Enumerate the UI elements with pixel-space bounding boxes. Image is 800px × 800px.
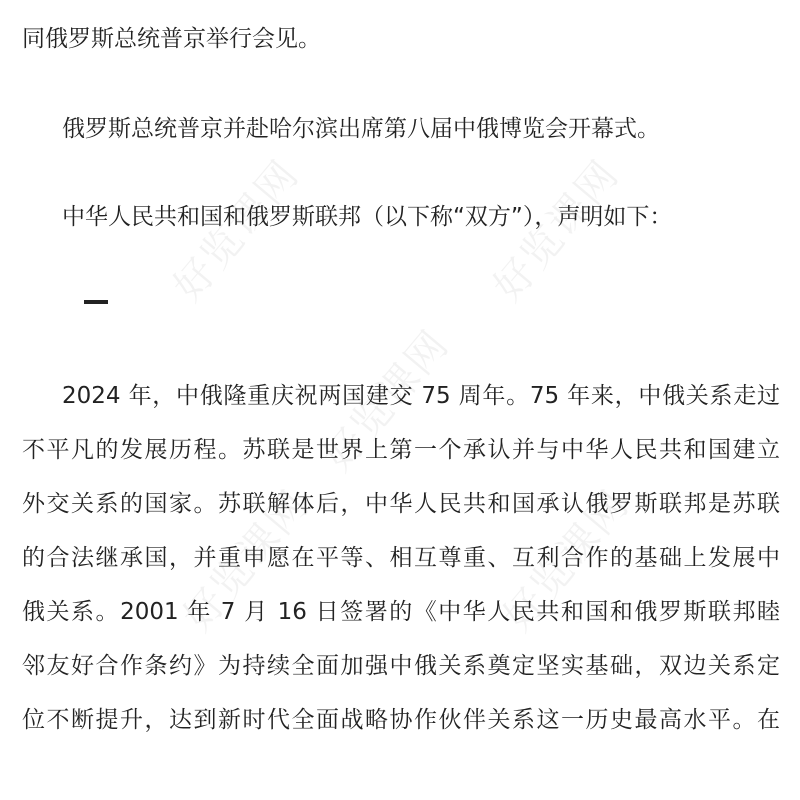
text-line: 的合法继承国，并重申愿在平等、相互尊重、互利合作的基础上发展中 <box>22 545 780 571</box>
watermark: 好览课网 <box>315 321 459 480</box>
text-line: 外交关系的国家。苏联解体后，中华人民共和国承认俄罗斯联邦是苏联 <box>22 491 780 517</box>
section-heading-one <box>84 300 108 304</box>
watermark: 好览课网 <box>485 151 629 310</box>
paragraph-75th-anniversary <box>22 369 782 747</box>
text-line: 俄关系。2001 年 7 月 16 日签署的《中华人民共和国和俄罗斯联邦睦 <box>22 599 780 625</box>
text-line: 2024 年，中俄隆重庆祝两国建交 75 周年。75 年来，中俄关系走过 <box>62 383 780 409</box>
paragraph-harbin-expo <box>22 102 800 156</box>
text-line: 俄罗斯总统普京并赴哈尔滨出席第八届中俄博览会开幕式。 <box>62 116 660 142</box>
watermark: 好览课网 <box>165 151 309 310</box>
watermark: 好览课网 <box>175 481 319 640</box>
text-line: 同俄罗斯总统普京举行会见。 <box>22 26 321 52</box>
text-line: 位不断提升，达到新时代全面战略协作伙伴关系这一历史最高水平。在 <box>22 707 780 733</box>
text-line: 不平凡的发展历程。苏联是世界上第一个承认并与中华人民共和国建立 <box>22 437 780 463</box>
paragraph-declaration-intro <box>22 190 800 244</box>
text-line: 中华人民共和国和俄罗斯联邦（以下称“双方”），声明如下： <box>62 204 673 230</box>
watermark: 好览课网 <box>495 481 639 640</box>
paragraph-meeting <box>22 12 782 66</box>
text-line: 邻友好合作条约》为持续全面加强中俄关系奠定坚实基础，双边关系定 <box>22 653 780 679</box>
